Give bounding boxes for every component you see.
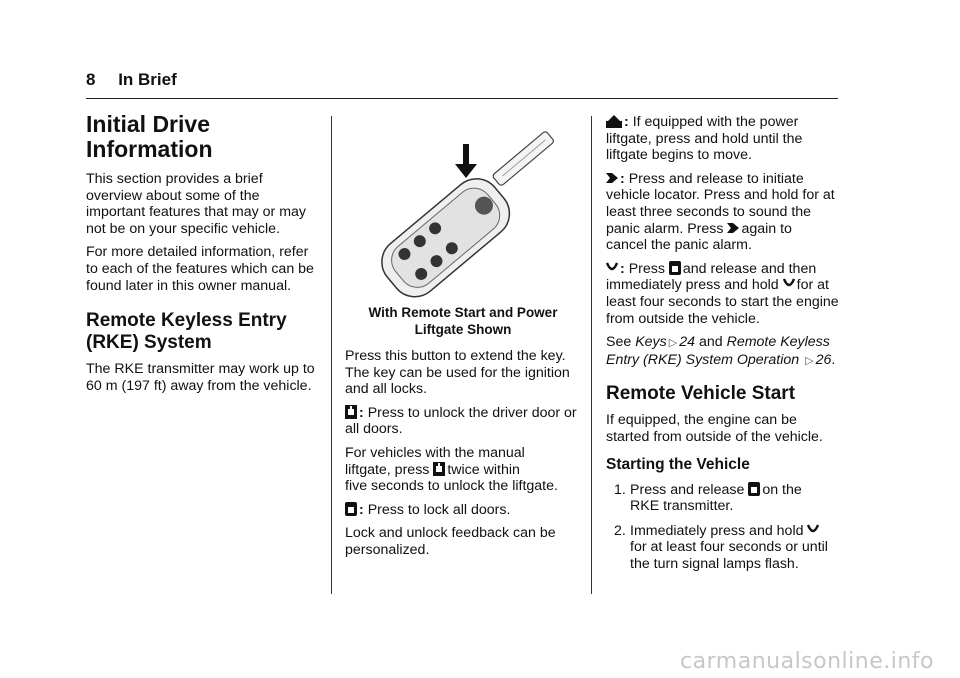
remote-start-icon <box>606 261 618 275</box>
list-item: 1. Press and release on the RKE transmitter. <box>614 481 802 515</box>
remote-start-icon <box>807 523 819 537</box>
caption-line-1: With Remote Start and Power <box>368 305 558 320</box>
page-number: 8 <box>86 70 96 89</box>
watermark: carmanualsonline.info <box>680 649 934 674</box>
column-3 <box>606 114 842 580</box>
feedback-paragraph: Lock and unlock feedback can be personalized. <box>345 525 556 558</box>
detail-paragraph: For more detailed information, refer to each of the features which can be found later in this owner manual. <box>86 244 314 294</box>
column-divider-2 <box>591 116 592 594</box>
power-liftgate-paragraph: : If equipped with the power liftgate, press and hold until the liftgate begins to move. <box>606 114 803 164</box>
page-ref-rke[interactable]: 26 <box>815 351 832 368</box>
caption-line-2: Liftgate Shown <box>414 322 512 337</box>
lock-icon <box>345 502 357 516</box>
section-title: In Brief <box>118 70 177 89</box>
key-fob-image <box>345 112 581 302</box>
start-steps-list <box>606 482 842 573</box>
see-also-paragraph: See Keys ▷ 24 and Remote Keyless Entry (RKE) System Operation ▷ 26. <box>606 334 836 368</box>
page-header <box>86 70 177 90</box>
link-keys[interactable]: Keys <box>635 334 667 351</box>
figure-caption <box>345 304 581 338</box>
unlock-icon <box>345 405 357 419</box>
page-ref-keys[interactable]: 24 <box>679 334 695 351</box>
key-extend-paragraph: Press this button to extend the key. The key can be used for the ignition and all locks. <box>345 348 570 398</box>
page-reference-arrow-icon: ▷ <box>805 354 814 367</box>
link-rke-operation[interactable]: Remote Keyless Entry (RKE) System Operation <box>606 334 830 368</box>
remote-start-icon <box>783 277 795 291</box>
heading-starting-vehicle: Starting the Vehicle <box>606 455 750 473</box>
column-1 <box>86 112 322 401</box>
heading-remote-vehicle-start: Remote Vehicle Start <box>606 383 796 405</box>
unlock-icon <box>433 462 445 476</box>
key-fob-illustration <box>345 112 581 302</box>
header-rule <box>86 98 838 99</box>
lock-icon <box>748 482 760 496</box>
power-liftgate-icon <box>606 114 622 128</box>
manual-liftgate-paragraph: For vehicles with the manual liftgate, press twice within five seconds to unlock the liftgate. <box>345 444 558 495</box>
column-divider-1 <box>331 116 332 594</box>
intro-paragraph: This section provides a brief overview about some of the important features that may or may not be on your specific vehicle. <box>86 171 306 237</box>
panic-paragraph: : Press and release to initiate vehicle locator. Press and hold for at least three seconds to sound the panic alarm. Press again to cancel the panic alarm. <box>606 170 835 254</box>
heading-rke: Remote Keyless Entry (RKE) System <box>86 310 287 354</box>
rke-range-paragraph: The RKE transmitter may work up to 60 m (197 ft) away from the vehicle. <box>86 361 315 394</box>
lock-icon <box>669 261 681 275</box>
list-item: 2. Immediately press and hold for at least four seconds or until the turn signal lamps flash. <box>614 522 828 572</box>
heading-initial-drive: Initial Drive Information <box>86 111 213 162</box>
panic-alarm-icon <box>727 221 739 235</box>
page-reference-arrow-icon: ▷ <box>668 337 678 350</box>
remote-start-intro: If equipped, the engine can be started from outside of the vehicle. <box>606 412 823 445</box>
remote-start-paragraph: : Press and release and then immediately press and hold for at least four seconds to start the engine from outside the vehicle. <box>606 260 839 327</box>
panic-alarm-icon <box>606 171 618 185</box>
lock-paragraph: : Press to lock all doors. <box>345 502 581 519</box>
unlock-paragraph: : Press to unlock the driver door or all doors. <box>345 404 577 438</box>
column-2 <box>345 112 581 566</box>
